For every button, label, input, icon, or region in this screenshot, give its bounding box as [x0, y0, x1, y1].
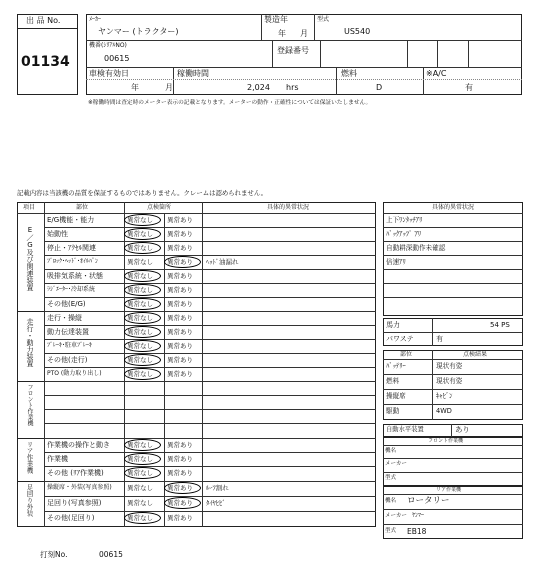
- check-ok: 異常なし: [127, 370, 153, 378]
- rear-maker-value: ﾔﾝﾏｰ: [412, 512, 425, 519]
- check-ok: 異常なし: [127, 328, 153, 336]
- table-row: [44, 452, 376, 466]
- rear-title: リア作業機: [436, 487, 462, 493]
- no-label: 出 品 No.: [26, 16, 61, 25]
- table-row: [44, 339, 376, 353]
- ac-label: ※A/C: [426, 69, 447, 78]
- reg-label: 登録番号: [277, 46, 309, 55]
- check-ng: 異常あり: [167, 469, 193, 477]
- row-part: その他(走行): [47, 356, 88, 364]
- table-row: [44, 297, 376, 311]
- circle-mark-ok: [124, 312, 161, 324]
- check-ng: 異常あり: [167, 272, 193, 280]
- table-row: [44, 438, 376, 452]
- check-ok: 異常なし: [127, 514, 153, 522]
- maker-value: ヤンマー (トラクター): [98, 27, 179, 36]
- head-item: 項目: [23, 204, 36, 211]
- circle-mark-ok: [124, 512, 161, 524]
- check-ng: 異常あり: [167, 314, 193, 322]
- hours-unit: hrs: [286, 83, 299, 92]
- row-part: ﾌﾞﾛｯｸ･ﾍｯﾄﾞ･ｵｲﾙﾊﾟﾝ: [47, 258, 99, 265]
- table-row: [44, 255, 376, 269]
- row-detail: ﾙｰﾌ割れ: [206, 484, 229, 492]
- check-ng: 異常あり: [167, 455, 193, 463]
- check-ng: 異常あり: [167, 216, 193, 224]
- rear-maker-label: メーカー: [385, 513, 407, 519]
- hours-value: 2,024: [247, 83, 270, 92]
- front-name-label: 機名: [385, 448, 397, 454]
- result-part-3: 操縦席: [386, 392, 406, 400]
- rear-model-label: 型式: [385, 528, 397, 534]
- row-part: ﾗｼﾞｴｰﾀｰ･冷却系統: [47, 286, 96, 293]
- check-ng: 異常あり: [167, 230, 193, 238]
- results-box: [383, 350, 523, 420]
- month-unit: 月: [300, 29, 308, 38]
- rear-model-value: EB18: [407, 527, 427, 536]
- table-row: [44, 481, 376, 495]
- disclaimer: 記載内容は当該機の品質を保証するものではありません。クレームは認められません。: [17, 189, 268, 197]
- detail-line-4: 倍速ｱﾘ: [386, 258, 406, 266]
- hours-note: ※稼働時間は査定時のメーター表示の記載となります。メーターの動作・正確性については保証いたしません。: [88, 100, 372, 106]
- circle-mark-ok: [124, 326, 161, 338]
- row-part: E/G機能・能力: [47, 216, 95, 224]
- rear-name-value: ロータリー: [407, 496, 450, 506]
- row-part: 足回り(写真参照): [47, 499, 102, 507]
- row-part: 作業機: [47, 455, 68, 463]
- row-detail: ﾍｯﾄﾞ油漏れ: [206, 258, 239, 266]
- check-ok: 異常なし: [127, 441, 153, 449]
- row-part: 始動性: [47, 230, 68, 238]
- check-ng: 異常あり: [167, 342, 193, 350]
- level-label: 自動水平装置: [386, 426, 424, 433]
- serial-value: 00615: [104, 54, 130, 63]
- check-ok: 異常なし: [127, 455, 153, 463]
- check-ok: 異常なし: [127, 286, 153, 294]
- model-label: 型式: [317, 16, 330, 23]
- check-ng: 異常あり: [167, 441, 193, 449]
- level-value: あり: [455, 425, 470, 434]
- row-part: 作業機の操作と動き: [47, 441, 110, 449]
- rear-name-label: 機名: [385, 498, 397, 504]
- row-part: 吸排気系統・状態: [47, 272, 103, 280]
- inspect-label: 車検有効日: [89, 69, 129, 78]
- model-value: US540: [344, 27, 371, 36]
- table-row: [44, 325, 376, 339]
- check-ok: 異常なし: [127, 342, 153, 350]
- check-ng: 異常あり: [167, 484, 193, 492]
- circle-mark-ok: [124, 214, 161, 226]
- fuel-label: 燃料: [341, 69, 357, 78]
- group-rear: リア作業機: [25, 441, 34, 474]
- row-detail: ﾀｲﾔﾋﾋﾞ: [206, 499, 226, 507]
- check-ok: 異常なし: [127, 216, 153, 224]
- fuel-value: D: [376, 83, 383, 92]
- check-ok: 異常なし: [127, 300, 153, 308]
- result-part-head: 部位: [400, 351, 413, 358]
- row-part: その他(E/G): [47, 300, 86, 308]
- stamp-no-label: 打刻No.: [40, 550, 68, 559]
- group-front: フロント作業機: [26, 384, 33, 426]
- table-row: [44, 241, 376, 255]
- serial-label: 機番(ｼﾘｱﾙNO): [89, 42, 127, 49]
- result-value-1: 現状有姿: [436, 362, 463, 370]
- row-part: その他(足回り): [47, 514, 95, 522]
- circle-mark-ok: [124, 270, 161, 282]
- row-part: その他 (ﾘｱ作業機): [47, 469, 104, 477]
- check-ng: 異常あり: [167, 514, 193, 522]
- circle-mark-ok: [124, 354, 161, 366]
- table-row: [44, 353, 376, 367]
- check-ok: 異常なし: [127, 484, 153, 492]
- circle-mark-ok: [124, 453, 161, 465]
- circle-mark-ok: [124, 368, 161, 380]
- row-part: 停止・ｱｸｾﾙ関連: [47, 244, 96, 252]
- inspect-month: 月: [165, 83, 173, 92]
- group-body: 足回り外装: [25, 484, 34, 517]
- check-ok: 異常なし: [127, 272, 153, 280]
- table-row: [44, 496, 376, 510]
- circle-mark-ok: [124, 228, 161, 240]
- circle-mark-ok: [124, 340, 161, 352]
- power-value: 54 PS: [490, 321, 510, 329]
- check-ng: 異常あり: [167, 370, 193, 378]
- detail-line-3: 自動耕深動作未確認: [386, 244, 446, 252]
- ps-value: 有: [436, 335, 443, 343]
- circle-mark-ok: [124, 298, 161, 310]
- hours-label: 稼働時間: [177, 69, 209, 78]
- year-unit: 年: [278, 29, 286, 38]
- table-row: [44, 227, 376, 241]
- result-part-2: 燃料: [386, 377, 400, 385]
- circle-mark-ok: [124, 284, 161, 296]
- table-row: [44, 466, 376, 480]
- power-label: 馬力: [386, 321, 400, 329]
- year-label: 製造年: [264, 15, 288, 24]
- check-ok: 異常なし: [127, 244, 153, 252]
- check-ok: 異常なし: [127, 230, 153, 238]
- row-part: ﾌﾞﾚｰｷ･駐車ﾌﾞﾚｰｷ: [47, 342, 93, 349]
- ac-value: 有: [465, 83, 473, 92]
- lot-number: 01134: [21, 54, 70, 70]
- check-ng: 異常あり: [167, 499, 193, 507]
- check-ng: 異常あり: [167, 286, 193, 294]
- head-part: 部位: [76, 204, 89, 211]
- result-part-1: ﾊﾞｯﾃﾘｰ: [386, 362, 406, 370]
- inspect-year: 年: [131, 83, 139, 92]
- table-row: [44, 511, 376, 525]
- row-part: 走行・操縦: [47, 314, 82, 322]
- group-engine: E／G及び関連装置: [26, 226, 34, 291]
- stamp-no-value: 00615: [99, 550, 123, 559]
- detail-title: 具体的異常状況: [432, 204, 475, 211]
- circle-mark-ng: [164, 256, 201, 268]
- result-value-head: 点検結果: [463, 351, 488, 358]
- table-row: [44, 213, 376, 227]
- circle-mark-ok: [124, 467, 161, 479]
- result-value-2: 現状有姿: [436, 377, 463, 385]
- table-row: [44, 283, 376, 297]
- check-ng: 異常あり: [167, 356, 193, 364]
- ps-label: パワステ: [386, 335, 414, 343]
- check-ok: 異常なし: [127, 499, 153, 507]
- result-value-3: ｷｬﾋﾞﾝ: [436, 392, 453, 400]
- check-ng: 異常あり: [167, 328, 193, 336]
- check-ng: 異常あり: [167, 258, 193, 266]
- result-part-4: 駆動: [386, 407, 400, 415]
- circle-mark-ok: [124, 242, 161, 254]
- row-part: 動力伝達装置: [47, 328, 89, 336]
- circle-mark-ng: [164, 482, 201, 494]
- result-value-4: 4WD: [436, 407, 452, 415]
- check-ok: 異常なし: [127, 258, 153, 266]
- front-model-label: 型式: [385, 475, 397, 481]
- front-title: フロント作業機: [428, 438, 464, 444]
- check-ok: 異常なし: [127, 356, 153, 364]
- check-ok: 異常なし: [127, 469, 153, 477]
- check-ng: 異常あり: [167, 300, 193, 308]
- circle-mark-ng: [164, 497, 201, 509]
- head-detail: 具体的異常状況: [267, 204, 310, 211]
- row-part: PTO (動力取り出し): [47, 370, 102, 377]
- row-part: 操縦席・外装(写真参照): [47, 484, 112, 491]
- front-maker-label: メーカー: [385, 461, 407, 467]
- group-drive: 走行・動力装置: [26, 318, 34, 367]
- table-row: [44, 269, 376, 283]
- detail-line-1: 上下ﾜﾝﾀｯﾁｱﾘ: [386, 216, 423, 224]
- table-row: [44, 367, 376, 381]
- table-row: [44, 311, 376, 325]
- head-check: 点検箇所: [147, 204, 172, 211]
- circle-mark-ok: [124, 439, 161, 451]
- check-ng: 異常あり: [167, 244, 193, 252]
- check-ok: 異常なし: [127, 314, 153, 322]
- maker-label: ﾒｰｶｰ: [89, 16, 102, 23]
- detail-line-2: ﾊﾞｯｸｱｯﾌﾟ ｱﾘ: [386, 230, 422, 238]
